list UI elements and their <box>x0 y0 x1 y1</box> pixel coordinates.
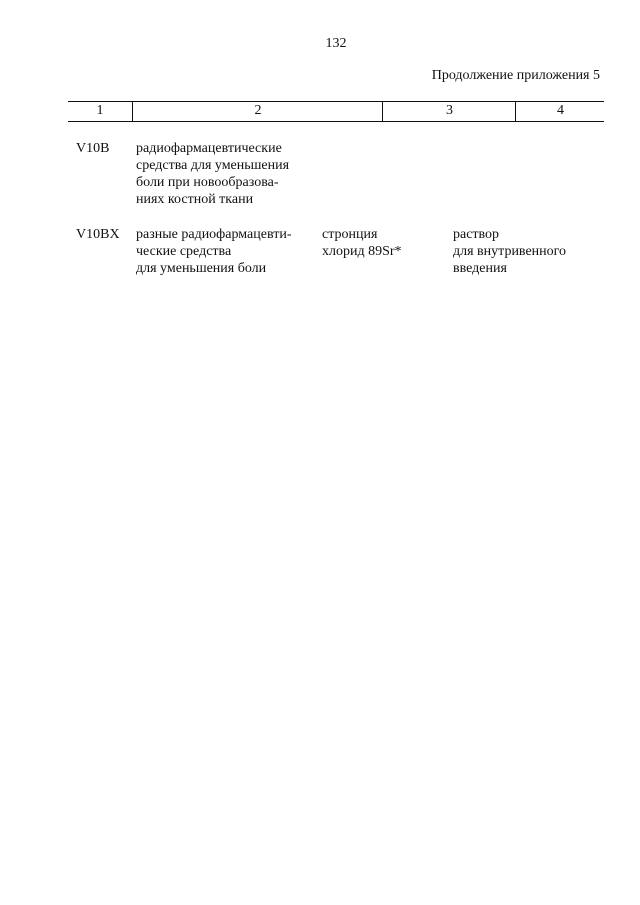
dosage-form-line: введения <box>453 261 507 276</box>
page-number: 132 <box>325 36 347 51</box>
column-header-1: 1 <box>96 103 104 118</box>
atc-code: V10BX <box>76 227 120 242</box>
table-header-row <box>68 101 604 122</box>
group-name-line: средства для уменьшения <box>136 158 290 173</box>
group-name-line: боли при новообразова- <box>136 175 279 190</box>
group-name-line: ческие средства <box>136 244 232 259</box>
column-header-3: 3 <box>382 102 516 121</box>
group-name <box>136 140 316 208</box>
atc-code: V10B <box>76 141 110 156</box>
group-name <box>136 226 316 277</box>
column-header-4: 4 <box>515 102 605 121</box>
group-name-line: радиофармацевтические <box>136 141 282 156</box>
dosage-form-line: раствор <box>453 227 500 242</box>
dosage-form <box>453 226 603 277</box>
drug-name-line: хлорид 89Sr* <box>322 244 402 259</box>
drug-name <box>322 226 442 260</box>
group-name-line: ниях костной ткани <box>136 192 254 207</box>
continuation-title: Продолжение приложения 5 <box>431 68 600 83</box>
column-header-2: 2 <box>132 102 383 121</box>
group-name-line: разные радиофармацевти- <box>136 227 292 242</box>
group-name-line: для уменьшения боли <box>136 261 267 276</box>
dosage-form-line: для внутривенного <box>453 244 567 259</box>
drug-name-line: стронция <box>322 227 378 242</box>
